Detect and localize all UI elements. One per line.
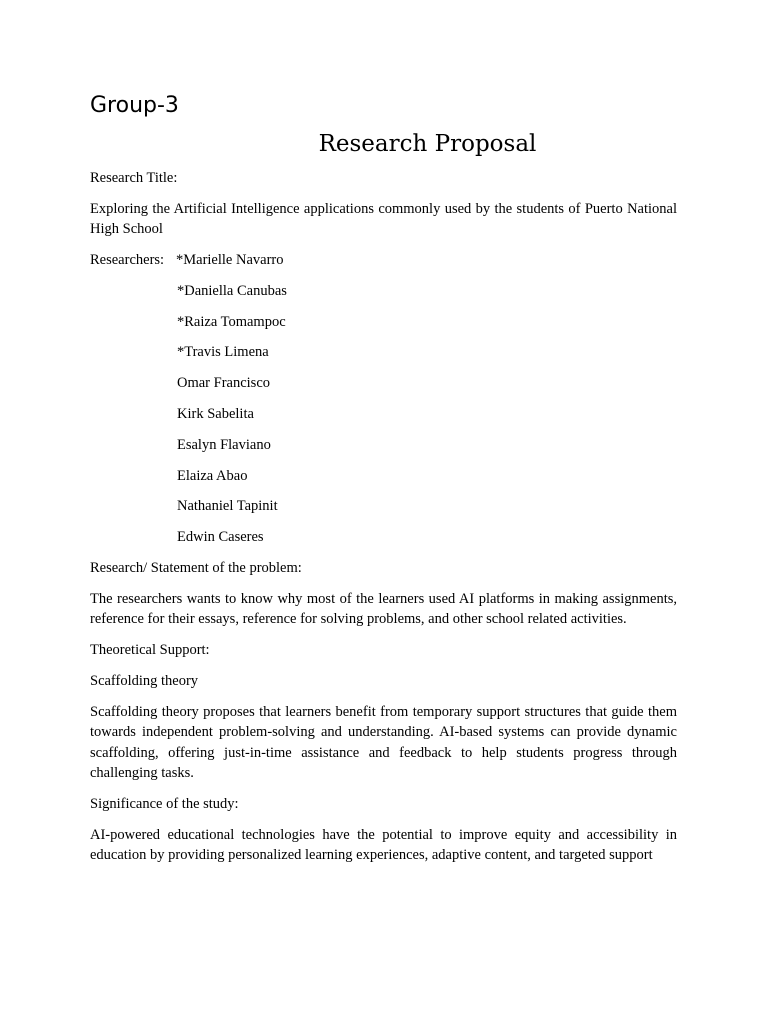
researcher-name: Elaiza Abao [177, 467, 248, 484]
researcher-name: *Marielle Navarro [176, 252, 284, 269]
research-title-text: Exploring the Artificial Intelligence applications commonly used by the students of Puerto National High School [90, 200, 677, 238]
researcher-name: Kirk Sabelita [177, 406, 254, 423]
researcher-name: *Raiza Tomampoc [177, 313, 286, 330]
researcher-name: *Travis Limena [177, 344, 269, 361]
problem-text: The researchers wants to know why most of the learners used AI platforms in making assignments, reference for their essays, reference for solving problems, and other school related activities. [90, 590, 677, 628]
researcher-name: Nathaniel Tapinit [177, 498, 278, 515]
researcher-name: Omar Francisco [177, 375, 271, 392]
researcher-name: *Daniella Canubas [177, 282, 287, 299]
document-title: Research Proposal [318, 131, 537, 157]
significance-text: AI-powered educational technologies have the potential to improve equity and accessibility in education by providing personalized learning experiences, adaptive content, and targeted support [90, 826, 677, 864]
significance-label: Significance of the study: [90, 796, 239, 813]
theory-label: Theoretical Support: [90, 642, 210, 659]
document-body [90, 90, 677, 876]
research-title-label: Research Title: [90, 170, 178, 186]
theory-text: Scaffolding theory proposes that learners benefit from temporary support structures that guide them towards independent problem-solving and understanding. AI-based systems can provide dynamic scaffolding, offering just-in-time assistance and feedback to help students progress through challenging tasks. [90, 703, 677, 782]
researcher-name: Edwin Caseres [177, 529, 264, 546]
theory-name: Scaffolding theory [90, 672, 199, 689]
researchers-row [90, 250, 677, 271]
researcher-name: Esalyn Flaviano [177, 436, 271, 453]
researchers-label: Researchers: [90, 252, 165, 269]
group-heading: Group-3 [90, 93, 179, 118]
problem-label: Research/ Statement of the problem: [90, 560, 302, 577]
